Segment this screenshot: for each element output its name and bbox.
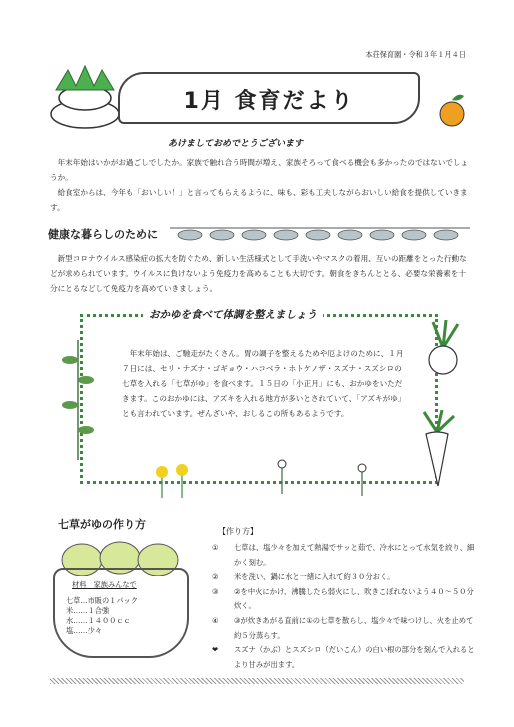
ingredient-item: 七草…市販の１パック [66, 596, 138, 605]
header-date: 本荘保育園・令和３年１月４日 [365, 50, 466, 59]
step-number: ② [212, 572, 219, 582]
step-item [212, 570, 478, 585]
step-text: 七草は、塩少々を加えて熱湯でサッと茹で、冷水にとって水気を絞り、細かく刻む。 [234, 543, 475, 567]
orange-icon [436, 92, 468, 128]
ingredients-title: 材料 家族みんなで [72, 580, 137, 589]
step-text: ②を中火にかけ、沸騰したら弱火にし、吹きこぼれないよう４０～５０分炊く。 [234, 586, 474, 611]
steps-heading: 【作り方】 [218, 527, 258, 536]
step-item [212, 541, 478, 570]
intro-paragraph: 給食室からは、今年も「おいしい！」と言ってもらえるように、味も、彩も工夫しながらおいしい給食を提供していきます。 [50, 188, 468, 212]
healthy-text: 新型コロナウイルス感染症の拡大を防ぐため、新しい生活様式として手洗いやマスクの着用、互いの距離をとった行動などが求められています。ウイルスに負けないよう免疫力を高めることも大切です。朝食をきちんととる、必要な栄養素を十分にとるなどして免疫力を高めていきましょう。 [50, 254, 467, 293]
heart-icon: ❤ [212, 645, 219, 655]
step-item [212, 585, 478, 614]
flower-sprig-icon [342, 462, 382, 496]
step-item [212, 614, 478, 643]
step-number: ④ [212, 615, 219, 625]
ingredient-item: 米……１合強 [66, 606, 110, 615]
ingredient-item: 水……１４００ｃｃ [66, 616, 131, 625]
kayu-text: 年末年始は、ご馳走がたくさん。胃の調子を整えるためや厄よけのために、１月７日には、セリ・ナズナ・ゴギョウ・ハコベラ・ホトケノザ・スズナ・スズシロの七草を入れる「七草がゆ」を食べます。１５日の「小正月」にも、おかゆをいただきます。このおかゆには、アズキを入れる地方が多いとされていて、「アズキがゆ」とも言われています。ぜんざいや、おしるこの所もあるようです。 [122, 349, 406, 418]
herb-sprig-icon [58, 330, 98, 460]
page-title: 1月 食育だより [183, 89, 355, 114]
recipe-heading: 七草がゆの作り方 [58, 518, 146, 531]
ingredients-list [66, 596, 138, 636]
intro-paragraph: 年末年始はいかがお過ごしでしたか。家族で触れ合う時間が増え、家族そろって食べる機会も多かったのではないでしょうか。 [50, 158, 469, 182]
ingredient-item: 塩……少々 [66, 626, 102, 635]
step-text: 米を洗い、鍋に水と一緒に入れて約３０分おく。 [234, 572, 395, 582]
step-item [212, 643, 478, 672]
turnip-icon [418, 318, 468, 378]
step-number: ③ [212, 586, 219, 596]
step-text: スズナ（かぶ）とスズシロ（だいこん）の白い根の部分を刻んで入れるとより甘みが出ます。 [234, 645, 475, 669]
steps-list [212, 541, 478, 672]
step-text: ③が炊きあがる直前に①の七草を散らし、塩少々で味つけし、火を止めて約５分蒸らす。 [234, 615, 474, 640]
kayu-heading: おかゆを食べて体調を整えましょう [143, 307, 323, 322]
title-frame [118, 72, 420, 124]
footer-divider [50, 678, 464, 684]
kagami-mochi-illustration [46, 62, 124, 132]
step-number: ① [212, 543, 219, 552]
intro-text [50, 155, 470, 215]
fish-garland-decoration [170, 222, 470, 244]
healthy-heading: 健康な暮らしのために [48, 228, 158, 241]
dandelion-icon [150, 462, 200, 498]
radish-icon [412, 410, 462, 490]
flower-sprig-icon [262, 458, 302, 494]
new-year-greeting: あけましておめでとうございます [168, 139, 304, 149]
